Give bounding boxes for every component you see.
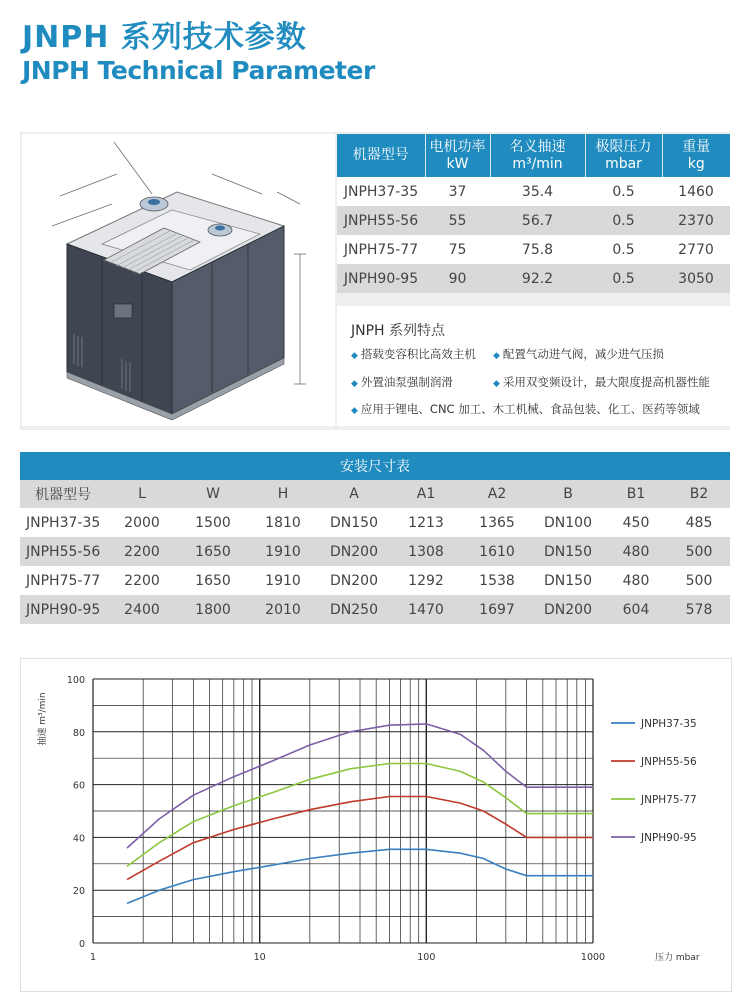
cell: 2770 [662, 235, 730, 264]
cell: JNPH90-95 [20, 595, 106, 624]
cell: DN250 [318, 595, 390, 624]
cell: 450 [604, 508, 668, 537]
header-cell: A [318, 480, 390, 508]
title-en: JNPH Technical Parameter [22, 56, 375, 85]
cell: JNPH37-35 [20, 508, 106, 537]
cell: JNPH55-56 [20, 537, 106, 566]
cell: DN200 [318, 566, 390, 595]
spec-header-power: 电机功率 kW [425, 134, 490, 177]
spec-header-model: 机器型号 [337, 134, 425, 177]
legend-label: JNPH75-77 [641, 794, 697, 806]
cell: JNPH55-56 [337, 206, 425, 235]
cell: DN150 [318, 508, 390, 537]
x-axis-label: 压力 mbar [655, 953, 700, 963]
cell: 75.8 [490, 235, 585, 264]
cell: 1213 [390, 508, 462, 537]
header-cell: B [532, 480, 604, 508]
cell: 485 [668, 508, 730, 537]
cell: 1308 [390, 537, 462, 566]
cell: 1810 [248, 508, 318, 537]
bullet-icon: ◆ [351, 406, 358, 416]
header-cell: H [248, 480, 318, 508]
cell: 500 [668, 566, 730, 595]
cell: 2000 [106, 508, 178, 537]
cell: 2200 [106, 566, 178, 595]
header-cell: A1 [390, 480, 462, 508]
bullet-icon: ◆ [351, 379, 358, 389]
feature-item: ◆ 配置气动进气阀，减少进气压损 [493, 347, 664, 361]
header-cell: 机器型号 [20, 480, 106, 508]
pumping-speed-chart [20, 658, 732, 992]
cell: 2400 [106, 595, 178, 624]
cell: 1365 [462, 508, 532, 537]
cell: 0.5 [585, 264, 662, 293]
cell: 3050 [662, 264, 730, 293]
table-row [337, 206, 730, 235]
table-row [337, 264, 730, 293]
cell: 1650 [178, 537, 248, 566]
header-cell: L [106, 480, 178, 508]
y-tick-label: 80 [72, 727, 85, 739]
y-axis-label: 抽速 m³/min [38, 692, 48, 746]
dimension-header-row [20, 480, 730, 508]
feature-item: ◆ 应用于锂电、CNC 加工、木工机械、食品包装、化工、医药等领域 [351, 402, 700, 416]
features-title: JNPH 系列特点 [351, 323, 446, 339]
cell: 2200 [106, 537, 178, 566]
header-cell: B1 [604, 480, 668, 508]
cell: 92.2 [490, 264, 585, 293]
spec-header-pressure: 极限压力 mbar [585, 134, 662, 177]
legend-label: JNPH90-95 [641, 832, 697, 844]
x-tick-label: 100 [417, 952, 436, 963]
cell: DN150 [532, 537, 604, 566]
cell: JNPH90-95 [337, 264, 425, 293]
cell: 35.4 [490, 177, 585, 206]
y-tick-label: 20 [72, 886, 85, 898]
x-tick-label: 10 [253, 952, 266, 963]
spec-header-row [337, 134, 730, 177]
table-row [20, 508, 730, 537]
spec-header-speed: 名义抽速 m³/min [490, 134, 585, 177]
cell: 37 [425, 177, 490, 206]
cell: DN100 [532, 508, 604, 537]
cell: 1460 [662, 177, 730, 206]
header-cell: W [178, 480, 248, 508]
cell: 1500 [178, 508, 248, 537]
y-tick-label: 0 [78, 939, 85, 950]
x-tick-label: 1 [89, 952, 97, 963]
cell: 0.5 [585, 177, 662, 206]
cell: 1470 [390, 595, 462, 624]
cell: 1800 [178, 595, 248, 624]
cell: JNPH37-35 [337, 177, 425, 206]
legend-label: JNPH37-35 [641, 718, 697, 730]
cell: 90 [425, 264, 490, 293]
table-row [337, 177, 730, 206]
table-row [20, 566, 730, 595]
bullet-icon: ◆ [493, 379, 500, 389]
y-tick-label: 60 [72, 780, 85, 792]
cell: 578 [668, 595, 730, 624]
spec-header-weight: 重量 kg [662, 134, 730, 177]
cell: 55 [425, 206, 490, 235]
cell: 480 [604, 566, 668, 595]
cell: 1650 [178, 566, 248, 595]
cell: DN200 [532, 595, 604, 624]
cell: 500 [668, 537, 730, 566]
cell: DN200 [318, 537, 390, 566]
feature-item: ◆ 外置油泵强制润滑 [351, 375, 453, 389]
dimension-table [20, 452, 730, 624]
cell: 1292 [390, 566, 462, 595]
cell: 1910 [248, 566, 318, 595]
cell: 0.5 [585, 235, 662, 264]
header-cell: A2 [462, 480, 532, 508]
spec-table [337, 134, 730, 293]
chart-svg [21, 659, 731, 991]
header-cell: B2 [668, 480, 730, 508]
cell: 1538 [462, 566, 532, 595]
title-cn: JNPH 系列技术参数 [22, 20, 307, 55]
table-row [337, 235, 730, 264]
cell: JNPH75-77 [20, 566, 106, 595]
y-tick-label: 40 [72, 833, 85, 845]
cell: 1610 [462, 537, 532, 566]
feature-item: ◆ 搭载变容积比高效主机 [351, 347, 476, 361]
y-tick-label: 100 [66, 675, 85, 686]
cell: 56.7 [490, 206, 585, 235]
bullet-icon: ◆ [493, 351, 500, 361]
machine-illustration [22, 134, 335, 426]
table-row [20, 595, 730, 624]
x-tick-label: 1000 [580, 952, 606, 963]
cell: 0.5 [585, 206, 662, 235]
cell: JNPH75-77 [337, 235, 425, 264]
table-row [20, 537, 730, 566]
bullet-icon: ◆ [351, 351, 358, 361]
cell: 75 [425, 235, 490, 264]
cell: 2010 [248, 595, 318, 624]
cell: 604 [604, 595, 668, 624]
cell: 480 [604, 537, 668, 566]
feature-item: ◆ 采用双变频设计，最大限度提高机器性能 [493, 375, 710, 389]
cell: DN150 [532, 566, 604, 595]
cell: 1910 [248, 537, 318, 566]
legend-label: JNPH55-56 [641, 756, 697, 768]
features-panel [337, 306, 730, 426]
cell: 2370 [662, 206, 730, 235]
dimension-table-caption: 安装尺寸表 [20, 452, 730, 480]
cell: 1697 [462, 595, 532, 624]
